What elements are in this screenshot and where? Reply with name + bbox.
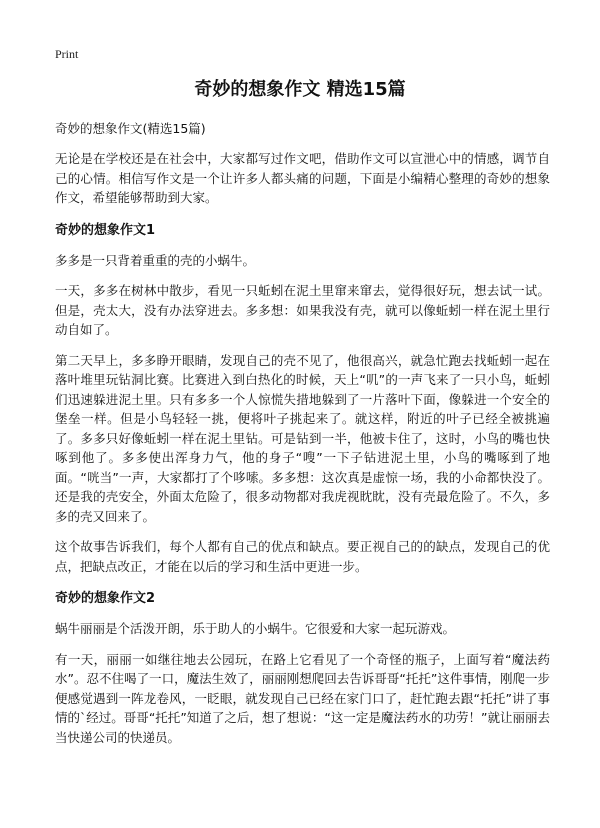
section-2-paragraph-1: 蜗牛丽丽是个活泼开朗，乐于助人的小蜗牛。它很爱和大家一起玩游戏。	[55, 621, 456, 636]
section-1-paragraph-4: 这个故事告诉我们，每个人都有自己的优点和缺点。要正视自己的的缺点，发现自己的优点，把缺点改正，才能在以后的学习和生活中更进一步。	[55, 539, 550, 574]
section-1-paragraph-2: 一天，多多在树林中散步，看见一只蚯蚓在泥土里窜来窜去，觉得很好玩，想去试一试。但是，壳太大，没有办法穿进去。多多想：如果我没有壳，就可以像蚯蚓一样在泥土里行动自如了。	[55, 283, 550, 337]
page-subtitle: 奇妙的想象作文(精选15篇)	[55, 121, 206, 136]
section-1-paragraph-1: 多多是一只背着重重的壳的小蜗牛。	[55, 252, 256, 268]
section-2-paragraph-2: 有一天，丽丽一如继往地去公园玩，在路上它看见了一个奇怪的瓶子，上面写着“魔法药水”。忍不住喝了一口，魔法生效了，丽丽刚想爬回去告诉哥哥“托托”这件事情，刚爬一步便感觉遇到一阵龙卷风，一眨眼，就发现自己已经在家门口了，赶忙跑去跟“托托”讲了事情的`经过。哥哥“托托”知道了之后，想了想说：“这一定是魔法药水的功劳！”就让丽丽去当快递公司的快递员。	[55, 651, 550, 745]
intro-paragraph: 无论是在学校还是在社会中，大家都写过作文吧，借助作文可以宣泄心中的情感，调节自己的心情。相信写作文是一个让许多人都头痛的问题，下面是小编精心整理的奇妙的想象作文，希望能够帮助到大家。	[55, 151, 550, 205]
section-heading-1: 奇妙的想象作文1	[55, 222, 156, 238]
section-1-paragraph-3: 第二天早上，多多睁开眼睛，发现自己的壳不见了，他很高兴，就急忙跑去找蚯蚓一起在落叶堆里玩钻洞比赛。比赛进入到白热化的时候，天上“叽”的一声飞来了一只小鸟，蚯蚓们迅速躲进泥土里。只有多多一个人惊慌失措地躲到了一片落叶下面，像躲进一个安全的堡垒一样。但是小鸟轻轻一挑，便将叶子挑起来了。就这样，附近的叶子已经全被挑遍了。多多只好像蚯蚓一样在泥土里钻。可是钻到一半，他被卡住了，这时，小鸟的嘴也快啄到他了。多多使出浑身力气，他的身子“嗖”一下子钻进泥土里，小鸟的嘴啄到了地面。“咣当”一声，大家都打了个哆嗦。多多想：这次真是虚惊一场，我的小命都快没了。还是我的壳安全，外面太危险了，很多动物都对我虎视眈眈，没有壳最危险了。不久，多多的壳又回来了。	[55, 352, 550, 524]
page-title: 奇妙的想象作文 精选15篇	[194, 79, 406, 100]
article-body	[55, 149, 550, 747]
section-heading-2: 奇妙的想象作文2	[55, 591, 156, 606]
print-link[interactable]: Print	[55, 47, 79, 61]
